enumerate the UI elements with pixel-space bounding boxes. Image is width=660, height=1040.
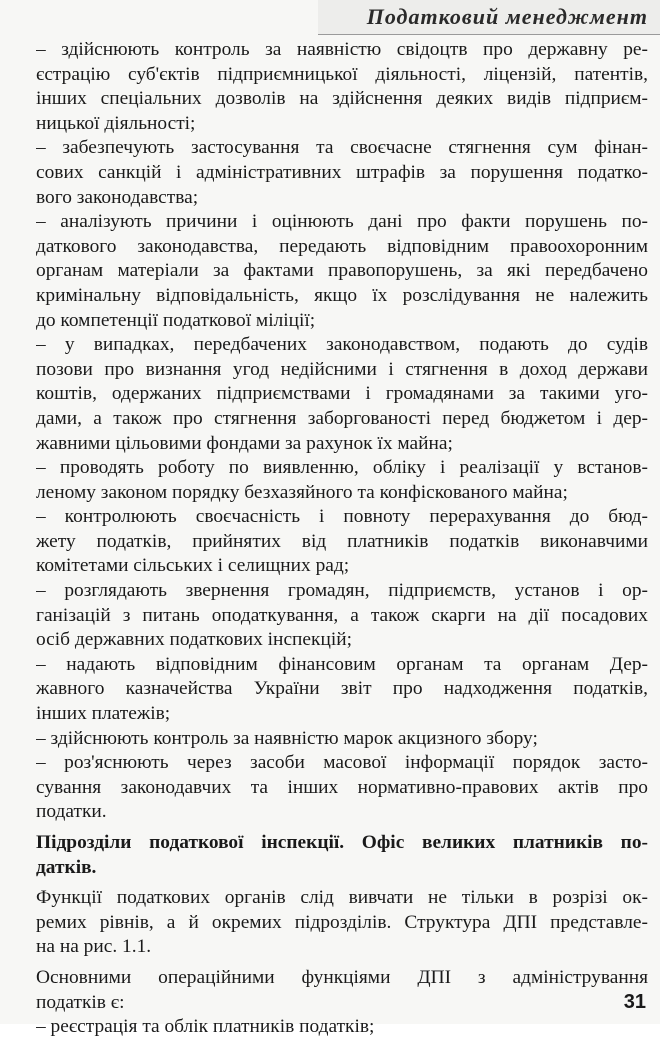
text-line: до компетенції податкової міліції; — [36, 309, 316, 331]
text-line: коштів, одержаних підприємствами і громадянами за такими уго- — [36, 383, 648, 405]
text-line: осіб державних податкових інспекцій; — [36, 629, 352, 651]
text-line: – розглядають звернення громадян, підприємств, установ і ор- — [36, 580, 648, 602]
text-line: податки. — [36, 801, 107, 823]
text-line: – аналізують причини і оцінюють дані про факти порушень по- — [36, 211, 648, 233]
text-line: позови про визнання угод недійсними і стягнення в доход держави — [36, 358, 648, 380]
section-heading-line: Підрозділи податкової інспекції. Офіс великих платників по- — [36, 832, 648, 853]
text-line: жавними цільовими фондами за рахунок їх майна; — [36, 432, 453, 454]
text-line: інших спеціальних дозволів на здійснення деяких видів підприєм- — [36, 88, 648, 110]
text-line: – роз'яснюють через засоби масової інформації порядок засто- — [36, 752, 648, 774]
text-line: – у випадках, передбачених законодавством, подають до судів — [36, 334, 648, 356]
text-line: жавного казначейства України звіт про надходження податків, — [36, 678, 648, 700]
text-line: – здійснюють контроль за наявністю свідоцтв про державну ре- — [36, 39, 648, 60]
running-header-title: Податковий менеджмент — [366, 4, 648, 29]
running-header — [318, 0, 660, 35]
text-line: на на рис. 1.1. — [36, 936, 152, 958]
text-line: дами, а також про стягнення заборгованості перед бюджетом і дер- — [36, 407, 648, 429]
text-line: інших платежів; — [36, 703, 171, 725]
text-line: леному законом порядку безхазяйного та конфіскованого майна; — [36, 481, 568, 503]
text-line: ганізацій з питань оподаткування, а також скарги на дії посадових — [36, 604, 648, 626]
text-line: – здійснюють контроль за наявністю марок акцизного збору; — [36, 727, 538, 749]
text-line: кримінальну відповідальність, якщо їх розслідування не належить — [36, 284, 648, 306]
text-line: – забезпечують застосування та своєчасне стягнення сум фінан- — [36, 137, 648, 159]
page-number: 31 — [623, 991, 646, 1013]
text-line: жету податків, прийнятих від платників податків виконавчими — [36, 530, 648, 552]
text-line: – надають відповідним фінансовим органам та органам Дер- — [36, 653, 648, 675]
text-line: Функції податкових органів слід вивчати не тільки в розрізі ок- — [36, 887, 648, 909]
text-line: даткового законодавства, передають відповідним правоохоронним — [36, 235, 648, 257]
section-heading-line: датків. — [36, 856, 97, 878]
text-line: податків є: — [36, 991, 125, 1013]
text-line: – проводять роботу по виявленню, обліку і реалізації у встанов- — [36, 457, 648, 479]
text-line: органам матеріали за фактами правопорушень, за які передбачено — [36, 260, 648, 282]
body-text — [36, 38, 648, 1040]
text-line: ремих рівнів, а й окремих підрозділів. Структура ДПІ представле- — [36, 911, 648, 933]
text-line: сових санкцій і адміністративних штрафів за порушення податко- — [36, 161, 648, 183]
text-line: – контролюють своєчасність і повноту перерахування до бюд- — [36, 506, 648, 528]
text-line: ницької діяльності; — [36, 112, 196, 134]
text-line: Основними операційними функціями ДПІ з адміністрування — [36, 966, 648, 988]
text-line: комітетами сільських і селищних рад; — [36, 555, 350, 577]
text-line: сування законодавчих та інших нормативно-правових актів про — [36, 776, 648, 798]
text-line: – реєстрація та облік платників податків; — [36, 1016, 375, 1038]
text-line: єстрацію суб'єктів підприємницької діяльності, ліцензій, патентів, — [36, 63, 648, 85]
text-line: вого законодавства; — [36, 186, 199, 208]
